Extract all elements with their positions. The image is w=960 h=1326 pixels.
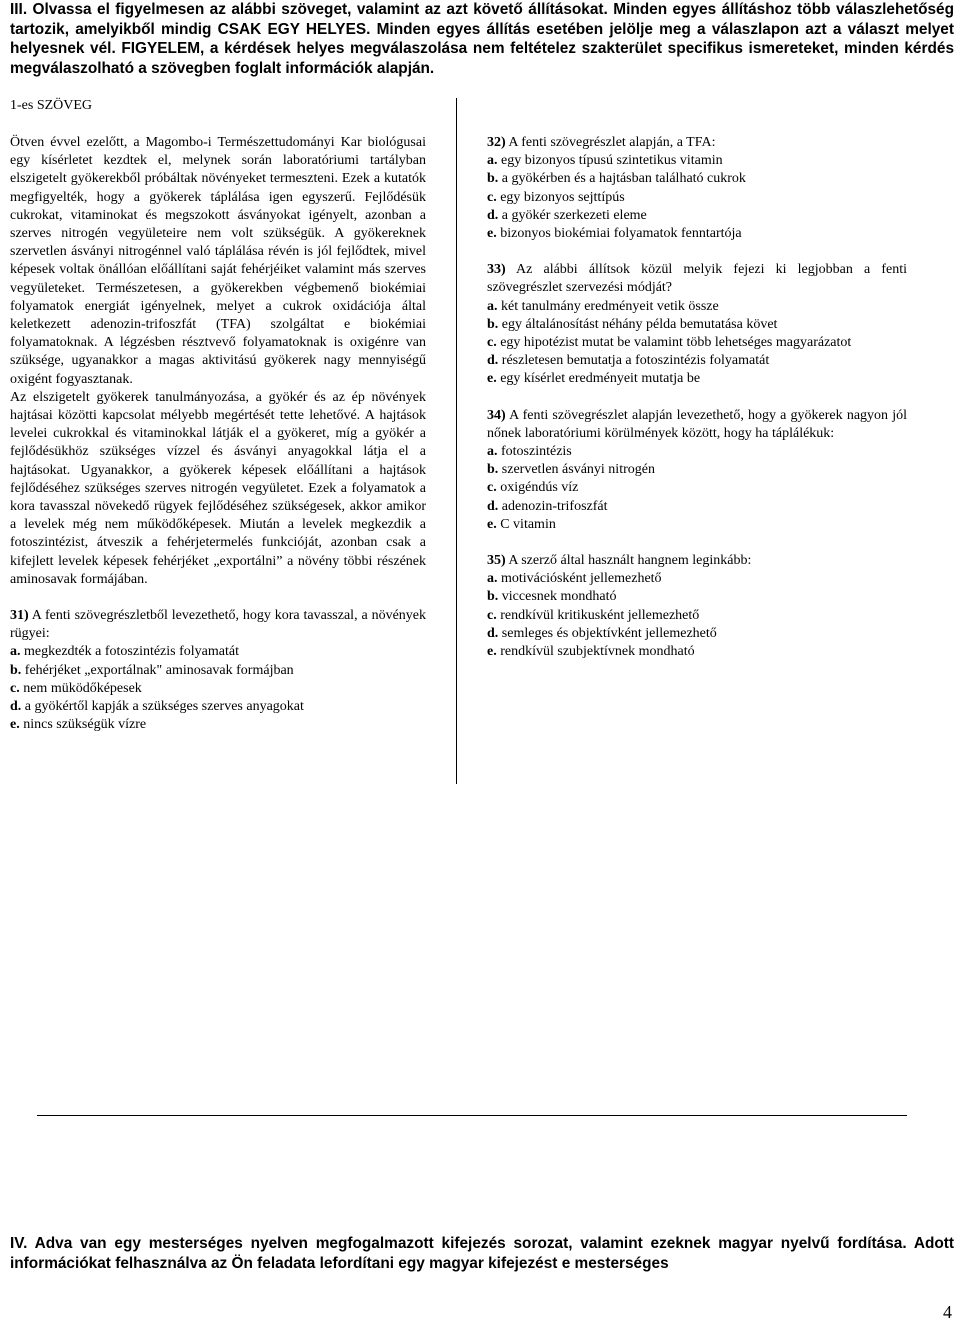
option-letter: e. [487, 371, 497, 387]
option-text: semleges és objektívként jellemezhető [498, 625, 717, 641]
option-text: egy bizonyos típusú szintetikus vitamin [497, 153, 723, 169]
option-letter: e. [487, 644, 497, 660]
column-divider [456, 98, 457, 784]
text-label: 1-es SZÖVEG [10, 98, 93, 113]
answer-option [487, 607, 907, 625]
option-letter: b. [487, 589, 499, 605]
question-text: A fenti szövegrészletből levezethető, hogy kora tavasszal, a növények rügyei: [10, 608, 426, 642]
question-text: A fenti szövegrészlet alapján levezethető, hogy a gyökerek nagyon jól nőnek laboratóriumi körülmények között, hogy ha táplálékuk: [487, 407, 907, 441]
question-item [487, 261, 907, 388]
question-item [10, 607, 426, 734]
section-iv-instructions [10, 1234, 954, 1273]
answer-option [487, 516, 907, 534]
option-text: C vitamin [496, 516, 556, 532]
answer-option [487, 479, 907, 497]
option-letter: b. [487, 171, 499, 187]
option-text: bizonyos biokémiai folyamatok fenntartója [496, 226, 742, 242]
question-item [487, 552, 907, 661]
option-letter: b. [10, 662, 22, 678]
question-number: 33) [487, 262, 506, 278]
answer-option [487, 570, 907, 588]
option-letter: d. [487, 498, 499, 514]
question-stem [10, 607, 426, 643]
option-letter: a. [487, 571, 498, 587]
option-letter: e. [487, 516, 497, 532]
option-text: egy hipotézist mutat be valamint több lehetséges magyarázatot [496, 335, 852, 351]
option-letter: a. [487, 444, 498, 460]
option-text: a gyökértől kapják a szükséges szerves anyagokat [21, 699, 304, 715]
option-text: egy bizonyos sejttípús [496, 189, 625, 205]
option-letter: e. [10, 717, 20, 733]
question-text: A szerző által használt hangnem leginkább: [505, 553, 752, 569]
passage-paragraph-2: Az elszigetelt gyökerek tanulmányozása, a gyökér és az ép növények hajtásai közötti kapcsolat mélyebb megértését tette lehetővé. A hajtások levelei cukrokkal és vitaminokkal látják el a gyökeret, míg a gyökér a fejlődésükhöz szükséges vízzel és ásványi anyagokkal látja el a hajtásokat. Ugyanakkor, a gyökerek képesek előállítani a hajtások fejlődéséhez szükséges szerves nitrogén vegyületet. Ezek a folyamatok a kora tavasszal növekedő rügyek fejlődéséhez szükségesek, akkor amikor a levelek még nem működőképesek. Miután a levelek megkezdik a fotoszintézist, átveszik a fehérjetermelés funkcióját, azonban csak a kifejlett levelek képesek fehérjéket „exportálni” a növény többi részének aminosavak formájában. [10, 389, 426, 587]
answer-option [10, 698, 426, 716]
option-letter: c. [10, 680, 20, 696]
option-text: adenozin-trifoszfát [498, 498, 608, 514]
answer-option [487, 170, 907, 188]
option-letter: c. [487, 607, 497, 623]
answer-option [487, 443, 907, 461]
option-text: nincs szükségük vízre [19, 717, 147, 733]
option-text: viccesnek mondható [498, 589, 617, 605]
option-text: rendkívül szubjektívnek mondható [496, 644, 695, 660]
instructions-text: III. Olvassa el figyelmesen az alábbi szöveget, valamint az azt követő állításokat. Minden egyes állításhoz több válaszlehetőség tartozik, amelyikből mindig CSAK EGY HELYES. Minden egyes állítás esetében jelölje meg a válaszlapon azt a választ melyet helyesnek vél. FIGYELEM, a kérdések helyes megválaszolása nem feltételez szakterület specifikus ismereteket, minden kérdés megválaszolható a szövegben foglalt információk alapján. [10, 1, 954, 77]
separator-line [37, 1115, 907, 1116]
option-text: szervetlen ásványi nitrogén [498, 462, 655, 478]
option-text: megkezdték a fotoszintézis folyamatát [20, 644, 239, 660]
instructions-text-iv: IV. Adva van egy mesterséges nyelven megfogalmazott kifejezés sorozat, valamint ezeknek magyar nyelvű fordítása. Adott információkat felhasználva az Ön feladata lefordítani egy magyar kifejezést e mesterséges [10, 1235, 954, 1272]
question-number: 35) [487, 553, 506, 569]
answer-option [487, 588, 907, 606]
option-letter: a. [487, 298, 498, 314]
option-letter: b. [487, 316, 499, 332]
answer-option [487, 152, 907, 170]
question-stem [487, 552, 907, 570]
option-text: fehérjéket „exportálnak" aminosavak formájban [21, 662, 294, 678]
question-text: Az alábbi állítsok közül melyik fejezi ki legjobban a fenti szövegrészlet szervezési módját? [487, 262, 907, 296]
answer-option [487, 625, 907, 643]
answer-option [487, 298, 907, 316]
question-item [487, 407, 907, 534]
option-letter: c. [487, 335, 497, 351]
question-item [487, 134, 907, 243]
left-column [10, 134, 426, 735]
option-text: egy általánosítást néhány példa bemutatása követ [498, 316, 778, 332]
option-text: oxigéndús víz [496, 480, 579, 496]
option-letter: d. [487, 625, 499, 641]
answer-option [487, 225, 907, 243]
questions-left [10, 607, 426, 734]
question-stem [487, 261, 907, 297]
answer-option [487, 352, 907, 370]
option-text: rendkívül kritikusként jellemezhető [496, 607, 700, 623]
right-column [487, 134, 907, 661]
option-letter: e. [487, 226, 497, 242]
answer-option [487, 207, 907, 225]
question-number: 34) [487, 407, 506, 423]
question-number: 31) [10, 608, 29, 624]
option-letter: d. [10, 699, 22, 715]
answer-option [487, 461, 907, 479]
question-stem [487, 407, 907, 443]
option-text: két tanulmány eredményeit vetik össze [497, 298, 719, 314]
answer-option [10, 716, 426, 734]
option-letter: c. [487, 189, 497, 205]
question-stem [487, 134, 907, 152]
answer-option [10, 643, 426, 661]
answer-option [487, 334, 907, 352]
answer-option [10, 662, 426, 680]
option-text: fotoszintézis [497, 444, 572, 460]
option-letter: d. [487, 207, 499, 223]
option-text: motivációsként jellemezhető [497, 571, 662, 587]
answer-option [10, 680, 426, 698]
answer-option [487, 498, 907, 516]
option-text: nem müködőképesek [19, 680, 142, 696]
option-text: a gyökér szerkezeti eleme [498, 207, 647, 223]
answer-option [487, 370, 907, 388]
option-text: a gyökérben és a hajtásban található cukrok [498, 171, 746, 187]
questions-right [487, 134, 907, 661]
option-text: részletesen bemutatja a fotoszintézis folyamatát [498, 353, 770, 369]
option-letter: d. [487, 353, 499, 369]
option-letter: a. [487, 153, 498, 169]
answer-option [487, 189, 907, 207]
page-number: 4 [943, 1302, 952, 1322]
passage-paragraph-1: Ötven évvel ezelőtt, a Magombo-i Természettudományi Kar biológusai egy kísérletet kezdtek el, melynek során laboratóriumi tartályban elszigetelt gyökerekből próbáltak növényeket termeszteni. Ezek a kutatók megfigyelték, hogy a gyökerek táplálása igen egyszerű. Fejlődésük cukrokat, vitaminokat és megszokott ásványokat igényelt, azonban a szerves nitrogén vegyületeire nem volt szükségük. A gyökereknek szervetlen ásványi nitrogénnel való táplálása révén is jól fejlődtek, mivel képesek voltak önállóan előállítani saját fehérjéiket valamint más szerves vegyületeket. Természetesen, a gyökerekben végbemenő biokémiai folyamatok energiát igényelnek, melyet a cukrok oxidációja által keletkezett adenozin-trifoszfát (TFA) szolgáltat e biokémiai folyamatoknak. A légzésben résztvevő folyamatoknak is oxigénre van szüksége, ugyanakkor a magas aktivitású gyökerek nagy mennyiségű oxigént fogyasztanak. [10, 135, 426, 387]
option-letter: a. [10, 644, 21, 660]
question-number: 32) [487, 135, 506, 150]
question-text: A fenti szövegrészlet alapján, a TFA: [505, 135, 716, 150]
section-iii-instructions [10, 0, 954, 78]
option-text: egy kísérlet eredményeit mutatja be [496, 371, 701, 387]
answer-option [487, 643, 907, 661]
option-letter: c. [487, 480, 497, 496]
option-letter: b. [487, 462, 499, 478]
answer-option [487, 316, 907, 334]
